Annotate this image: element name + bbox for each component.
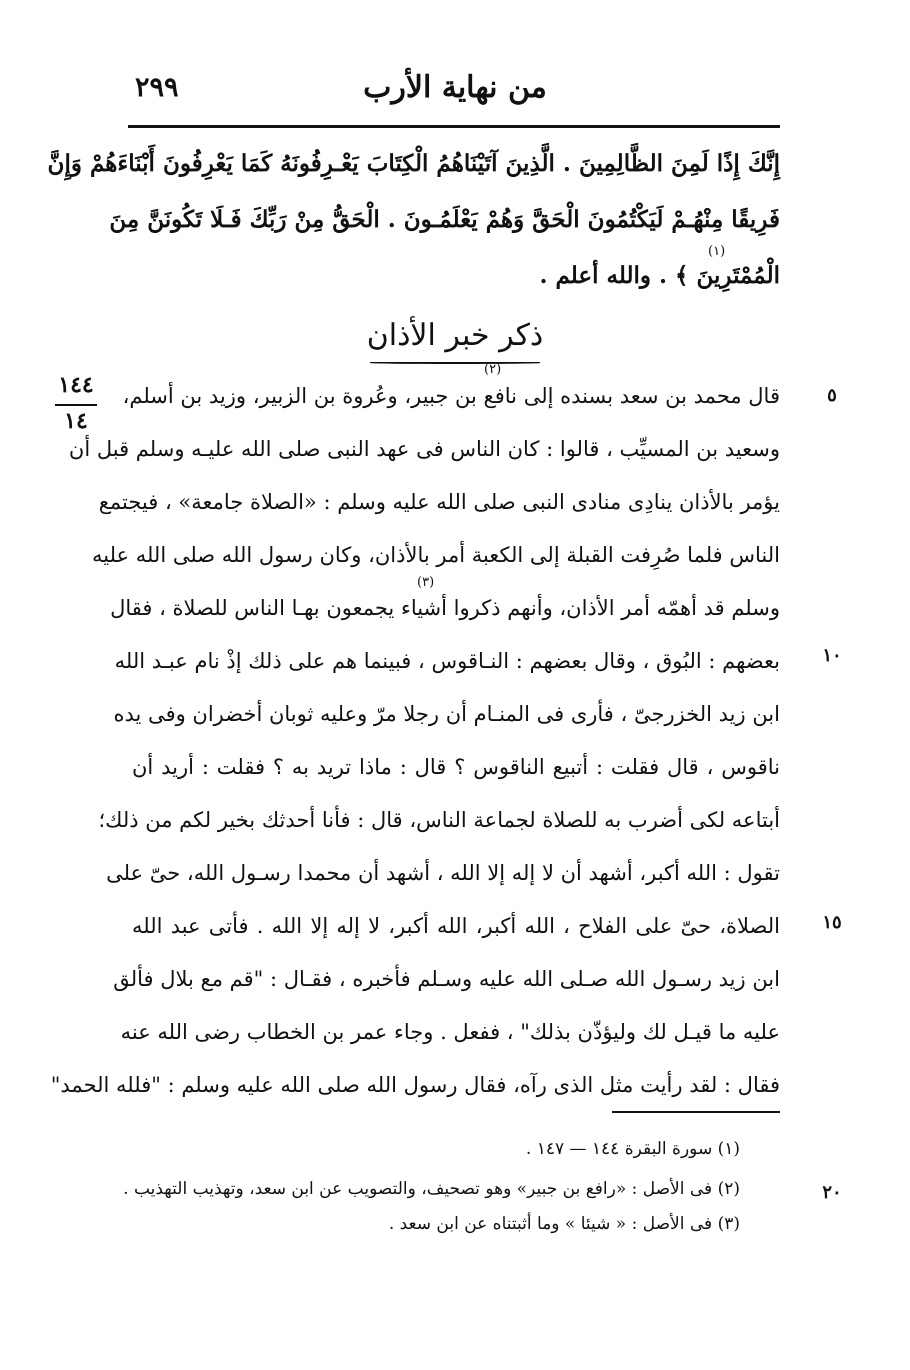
- footnote: (٢) فى الأصل : «رافع بن جبير» وهو تصحيف، والتصويب عن ابن سعد، وتهذيب التهذيب .: [123, 1179, 740, 1199]
- line-number: ٥: [827, 385, 837, 406]
- body-line: ابن زيد رسـول الله صـلى الله عليه وسـلم فأخبره ، فقـال : "قم مع بلال فألق: [113, 967, 780, 991]
- section-title: ذكر خبر الأذان: [366, 318, 544, 353]
- body-line: أبتاعه لكى أضرب به للصلاة لجماعة الناس، قال : فأنا أحدثك بخير لكم من ذلك؛: [98, 808, 780, 832]
- running-header-title: من نهاية الأرب: [363, 70, 547, 105]
- body-line: عليه ما قيـل لك وليؤذّن بذلك" ، ففعل . وجاء عمر بن الخطاب رضى الله عنه: [120, 1020, 780, 1044]
- quran-line: فَرِيقًا مِنْهُـمْ لَيَكْتُمُونَ الْحَقَّ وَهُمْ يَعْلَمُـونَ . الْحَقُّ مِنْ رَبِّكَ فَـلَا تَكُونَنَّ مِنَ: [109, 206, 780, 233]
- body-line: ناقوس ، قال فقلت : أتبيع الناقوس ؟ قال : ماذا تريد به ؟ فقلت : أريد أن: [132, 755, 780, 779]
- body-line: الناس فلما صُرِفت القبلة إلى الكعبة أمر بالأذان، وكان رسول الله صلى الله عليه: [91, 543, 780, 567]
- body-line: وسعيد بن المسيِّب ، قالوا : كان الناس فى عهد النبى صلى الله عليـه وسلم قبل أن: [68, 437, 780, 461]
- margin-ref-bottom: ١٤: [64, 408, 88, 434]
- quran-line: إِنَّكَ إِذًا لَمِنَ الظَّالِمِينَ . الَّذِينَ آتَيْنَاهُمُ الْكِتَابَ يَعْـرِفُونَهُ كَمَا يَعْرِفُونَ أَبْنَاءَهُمْ وَإِنَّ: [47, 150, 780, 177]
- body-line: فقال : لقد رأيت مثل الذى رآه، فقال رسول الله صلى الله عليه وسلم : "فلله الحمد": [50, 1073, 780, 1097]
- margin-ref-rule: [55, 404, 97, 406]
- line-number: ١٥: [822, 912, 842, 933]
- body-line: وسلم قد أهمّه أمر الأذان، وأنهم ذكروا أشياء يجمعون بهـا الناس للصلاة ، فقال: [110, 596, 780, 620]
- footnote-reference: (٢): [484, 362, 502, 377]
- body-line: بعضهم : البُوق ، وقال بعضهم : النـاقوس ، فبينما هم على ذلك إذْ نام عبـد الله: [114, 649, 780, 673]
- footnote: (٣) فى الأصل : « شيئا » وما أثبتناه عن ابن سعد .: [388, 1214, 740, 1234]
- quran-line: الْمُمْتَرِينَ ﴾ . والله أعلم .: [539, 262, 780, 289]
- page-number: ٢٩٩: [135, 72, 179, 103]
- body-line: قال محمد بن سعد بسنده إلى نافع بن جبير، وعُروة بن الزبير، وزيد بن أسلم،: [122, 384, 780, 408]
- footnote: (١) سورة البقرة ١٤٤ — ١٤٧ .: [525, 1139, 740, 1159]
- footnote-reference: (٣): [417, 575, 435, 590]
- footnote-reference: (١): [708, 244, 726, 259]
- header-rule: [128, 125, 780, 128]
- body-line: يؤمر بالأذان ينادِى منادى النبى صلى الله عليه وسلم : «الصلاة جامعة» ، فيجتمع: [98, 490, 780, 514]
- footnote-separator: [612, 1111, 780, 1113]
- body-line: تقول : الله أكبر، أشهد أن لا إله إلا الله ، أشهد أن محمدا رسـول الله، حىّ على: [106, 861, 780, 885]
- line-number: ٢٠: [822, 1182, 842, 1203]
- section-title-underline: [370, 362, 540, 364]
- line-number: ١٠: [822, 645, 842, 666]
- margin-ref-top: ١٤٤: [58, 372, 94, 398]
- body-line: الصلاة، حىّ على الفلاح ، الله أكبر، الله أكبر، لا إله إلا الله . فأتى عبد الله: [132, 914, 780, 938]
- body-line: ابن زيد الخزرجىّ ، فأرى فى المنـام أن رجلا مرّ وعليه ثوبان أخضران وفى يده: [113, 702, 780, 726]
